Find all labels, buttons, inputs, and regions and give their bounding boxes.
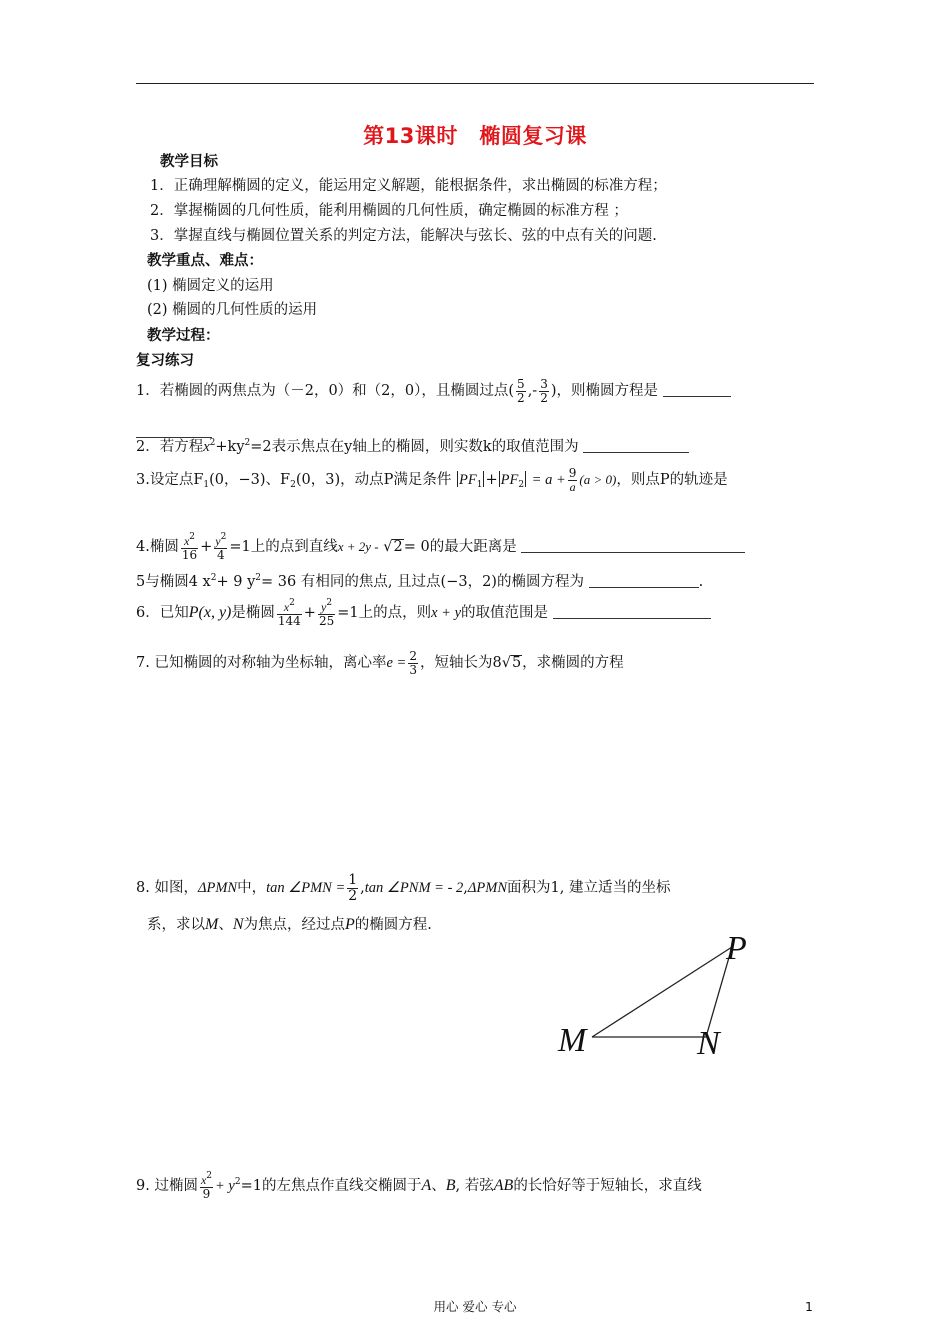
vertex-label-N: N (697, 1025, 720, 1062)
question-4: 4.椭圆 $\frac{x^2}{16}$ + $\frac{y^2}{4}$ =1上的点到直线x + 2y - √2= 0的最大距离是 (136, 533, 745, 561)
answer-blank[interactable] (583, 438, 689, 453)
segment-MP (592, 947, 732, 1037)
goals-heading: 教学目标 (160, 154, 218, 170)
fraction: $\frac{2}{3}$ (409, 649, 417, 677)
question-7: 7. 已知椭圆的对称轴为坐标轴，离心率e = $\frac{2}{3}$ ，短轴长为8√5，求椭圆的方程 (136, 649, 624, 677)
goal-item-3: 3．掌握直线与椭圆位置关系的判定方法，能解决与弦长、弦的中点有关的问题. (150, 228, 657, 244)
keypoint-item-1: (1) 椭圆定义的运用 (147, 278, 274, 294)
page-number: 1 (805, 1299, 813, 1314)
process-heading: 教学过程： (147, 328, 220, 344)
question-5: 5与椭圆4 $x^2+ 9$ $y^2= 36$ 有相同的焦点, 且过点(−3，2)的椭圆方程为 . (136, 573, 704, 590)
vertex-label-P: P (726, 930, 747, 967)
goal-item-1: 1．正确理解椭圆的定义，能运用定义解题，能根据条件，求出椭圆的标准方程； (150, 178, 667, 194)
goal-item-2: 2．掌握椭圆的几何性质，能利用椭圆的几何性质，确定椭圆的标准方程 ； (150, 203, 628, 219)
page-title: 第13课时 椭圆复习课 (363, 124, 587, 148)
question-8-line-2: 系，求以M、N为焦点，经过点P的椭圆方程. (147, 916, 432, 933)
fraction: $\frac{9}{a}$ (568, 466, 577, 494)
answer-blank[interactable] (521, 538, 745, 553)
fraction: $\frac{y^2}{25}$ (318, 598, 335, 628)
fraction: $\frac{x^2}{9}$ (200, 1171, 213, 1201)
answer-blank[interactable] (663, 382, 731, 397)
question-6: 6．已知P(x, y)是椭圆 $\frac{x^2}{144}$ + $\frac{y^2}{25}$ =1上的点，则x + y的取值范围是 (136, 599, 711, 627)
question-3: 3.设定点$F_1(0$，−3)、$F_2(0$，3)，动点P满足条件 $PF_1 + PF_2 = a$ + $\frac{9}{a}$ (a > 0)，则点P的轨迹是 (136, 466, 728, 494)
keypoints-heading: 教学重点、难点： (147, 253, 263, 269)
fraction: $\frac{y^2}{4}$ (215, 532, 227, 562)
vertex-label-M: M (558, 1022, 587, 1059)
page-footer: 用心 爱心 专心 (433, 1299, 517, 1314)
practice-heading: 复习练习 (136, 353, 194, 369)
header-rule (136, 83, 814, 84)
question-8: 8. 如图，ΔPMN中，tan ∠PMN = $\frac{1}{2}$ ,tan ∠PNM = - 2,ΔPMN面积为1, 建立适当的坐标 (136, 872, 671, 904)
answer-blank[interactable] (589, 573, 699, 588)
keypoint-item-2: (2) 椭圆的几何性质的运用 (147, 302, 318, 318)
question-9: 9. 过椭圆 $\frac{x^2}{9}$ + $y^2=1$的左焦点作直线交椭圆于A、B, 若弦AB的长恰好等于短轴长，求直线 (136, 1171, 702, 1201)
fraction: $\frac{x^2}{16}$ (181, 532, 198, 562)
fraction: $\frac{x^2}{144}$ (277, 598, 301, 628)
fraction: $\frac{1}{2}$ (348, 872, 358, 904)
question-2: 2．若方程$x^2+ky^2=2$表示焦点在y轴上的椭圆，则实数k的取值范围为 (136, 438, 689, 456)
answer-blank[interactable] (553, 604, 711, 619)
fraction: $\frac{3}{2}$ (540, 377, 548, 405)
fraction: $\frac{5}{2}$ (517, 377, 525, 405)
question-1: 1．若椭圆的两焦点为（－2，0）和（2，0），且椭圆过点( $\frac{5}{2}$ ,- $\frac{3}{2}$ )，则椭圆方程是 (136, 378, 731, 404)
